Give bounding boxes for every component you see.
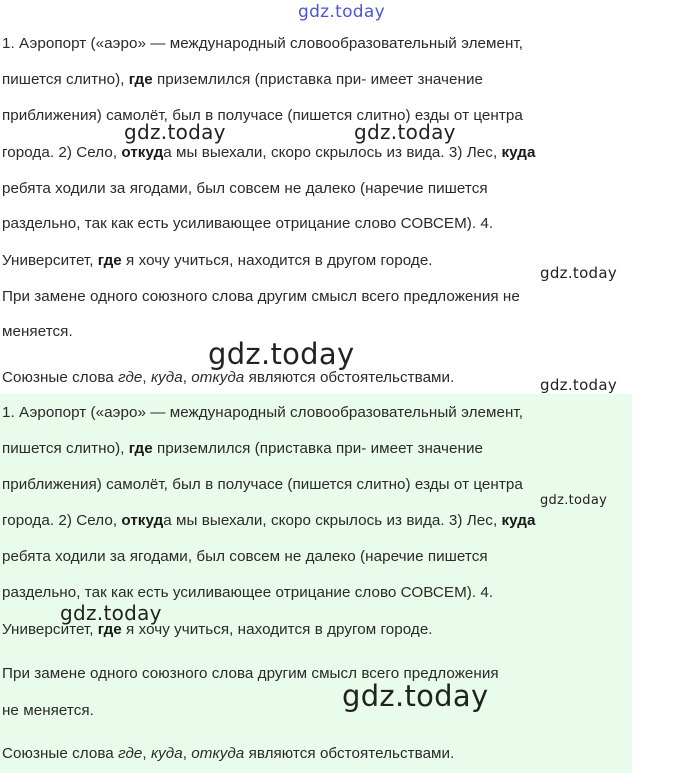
- text-run: приземлился (приставка при- имеет значение: [152, 440, 483, 457]
- text-run: ребята ходили за ягодами, был совсем не далеко (наречие пишется: [2, 180, 488, 197]
- watermark: gdz.today: [208, 337, 355, 371]
- text-line: [2, 584, 493, 601]
- text-run: Университет,: [2, 252, 98, 269]
- text-run: я хочу учиться, находится в другом городе.: [121, 621, 433, 638]
- text-line: [2, 548, 488, 565]
- text-run: ребята ходили за ягодами, был совсем не далеко (наречие пишется: [2, 548, 488, 565]
- text-run: При замене одного союзного слова другим смысл всего предложения: [2, 665, 499, 682]
- watermark-top: gdz.today: [298, 2, 385, 22]
- text-run: откуда: [191, 745, 245, 762]
- text-run: Союзные слова: [2, 369, 119, 386]
- text-run: города. 2) Село,: [2, 512, 122, 529]
- text-run: пишется слитно),: [2, 71, 129, 88]
- text-run: пишется слитно),: [2, 440, 129, 457]
- watermark: gdz.today: [540, 376, 618, 394]
- watermark: gdz.today: [124, 120, 226, 144]
- text-run: откуда: [191, 369, 245, 386]
- text-run: куда: [501, 144, 536, 161]
- watermark: gdz.today: [60, 601, 162, 625]
- text-run: куда: [150, 745, 183, 762]
- text-line: [2, 404, 523, 421]
- text-run: При замене одного союзного слова другим смысл всего предложения не: [2, 288, 520, 305]
- text-run: являются обстоятельствами.: [244, 745, 455, 762]
- watermark: gdz.today: [354, 120, 456, 144]
- text-run: Союзные слова: [2, 745, 119, 762]
- text-run: 1. Аэропорт («аэро» — международный словообразовательный элемент,: [2, 404, 523, 421]
- text-run: куда: [501, 512, 536, 529]
- text-run: где: [118, 369, 143, 386]
- text-line: [2, 512, 535, 529]
- text-run: 1. Аэропорт («аэро» — международный словообразовательный элемент,: [2, 35, 523, 52]
- text-run: ,: [182, 369, 192, 386]
- text-run: приближения) самолёт, был в получасе (пишется слитно) езды от центра: [2, 107, 523, 124]
- text-run: откуд: [121, 512, 164, 529]
- text-line: [2, 252, 433, 269]
- text-run: меняется.: [2, 323, 73, 340]
- text-run: где: [128, 71, 153, 88]
- text-line: [2, 369, 454, 386]
- text-run: а мы выехали, скоро скрылось из вида. 3) Лес,: [163, 512, 502, 529]
- text-run: ,: [142, 745, 151, 762]
- text-line: [2, 702, 94, 719]
- text-line: [2, 440, 483, 457]
- text-run: ,: [182, 745, 192, 762]
- text-run: откуд: [121, 144, 164, 161]
- text-run: раздельно, так как есть усиливающее отрицание слово СОВСЕМ). 4.: [2, 584, 494, 601]
- text-run: являются обстоятельствами.: [244, 369, 455, 386]
- text-run: города. 2) Село,: [2, 144, 122, 161]
- text-run: где: [97, 252, 122, 269]
- text-line: [2, 288, 520, 305]
- watermark: gdz.today: [540, 264, 618, 282]
- text-run: где: [97, 621, 122, 638]
- text-run: раздельно, так как есть усиливающее отрицание слово СОВСЕМ). 4.: [2, 215, 494, 232]
- watermark: gdz.today: [540, 493, 608, 508]
- text-line: [2, 745, 454, 762]
- text-run: не меняется.: [2, 702, 94, 719]
- text-run: приземлился (приставка при- имеет значение: [152, 71, 483, 88]
- text-run: куда: [150, 369, 183, 386]
- text-run: я хочу учиться, находится в другом городе.: [121, 252, 433, 269]
- text-run: а мы выехали, скоро скрылось из вида. 3) Лес,: [163, 144, 502, 161]
- watermark: gdz.today: [342, 679, 489, 713]
- text-line: [2, 323, 73, 340]
- text-run: где: [128, 440, 153, 457]
- text-run: ,: [142, 369, 151, 386]
- text-line: [2, 35, 523, 52]
- text-run: Университет,: [2, 621, 98, 638]
- text-line: [2, 476, 523, 493]
- text-line: [2, 180, 488, 197]
- text-line: [2, 215, 493, 232]
- text-line: [2, 144, 535, 161]
- text-run: где: [118, 745, 143, 762]
- text-line: [2, 71, 483, 88]
- text-run: приближения) самолёт, был в получасе (пишется слитно) езды от центра: [2, 476, 523, 493]
